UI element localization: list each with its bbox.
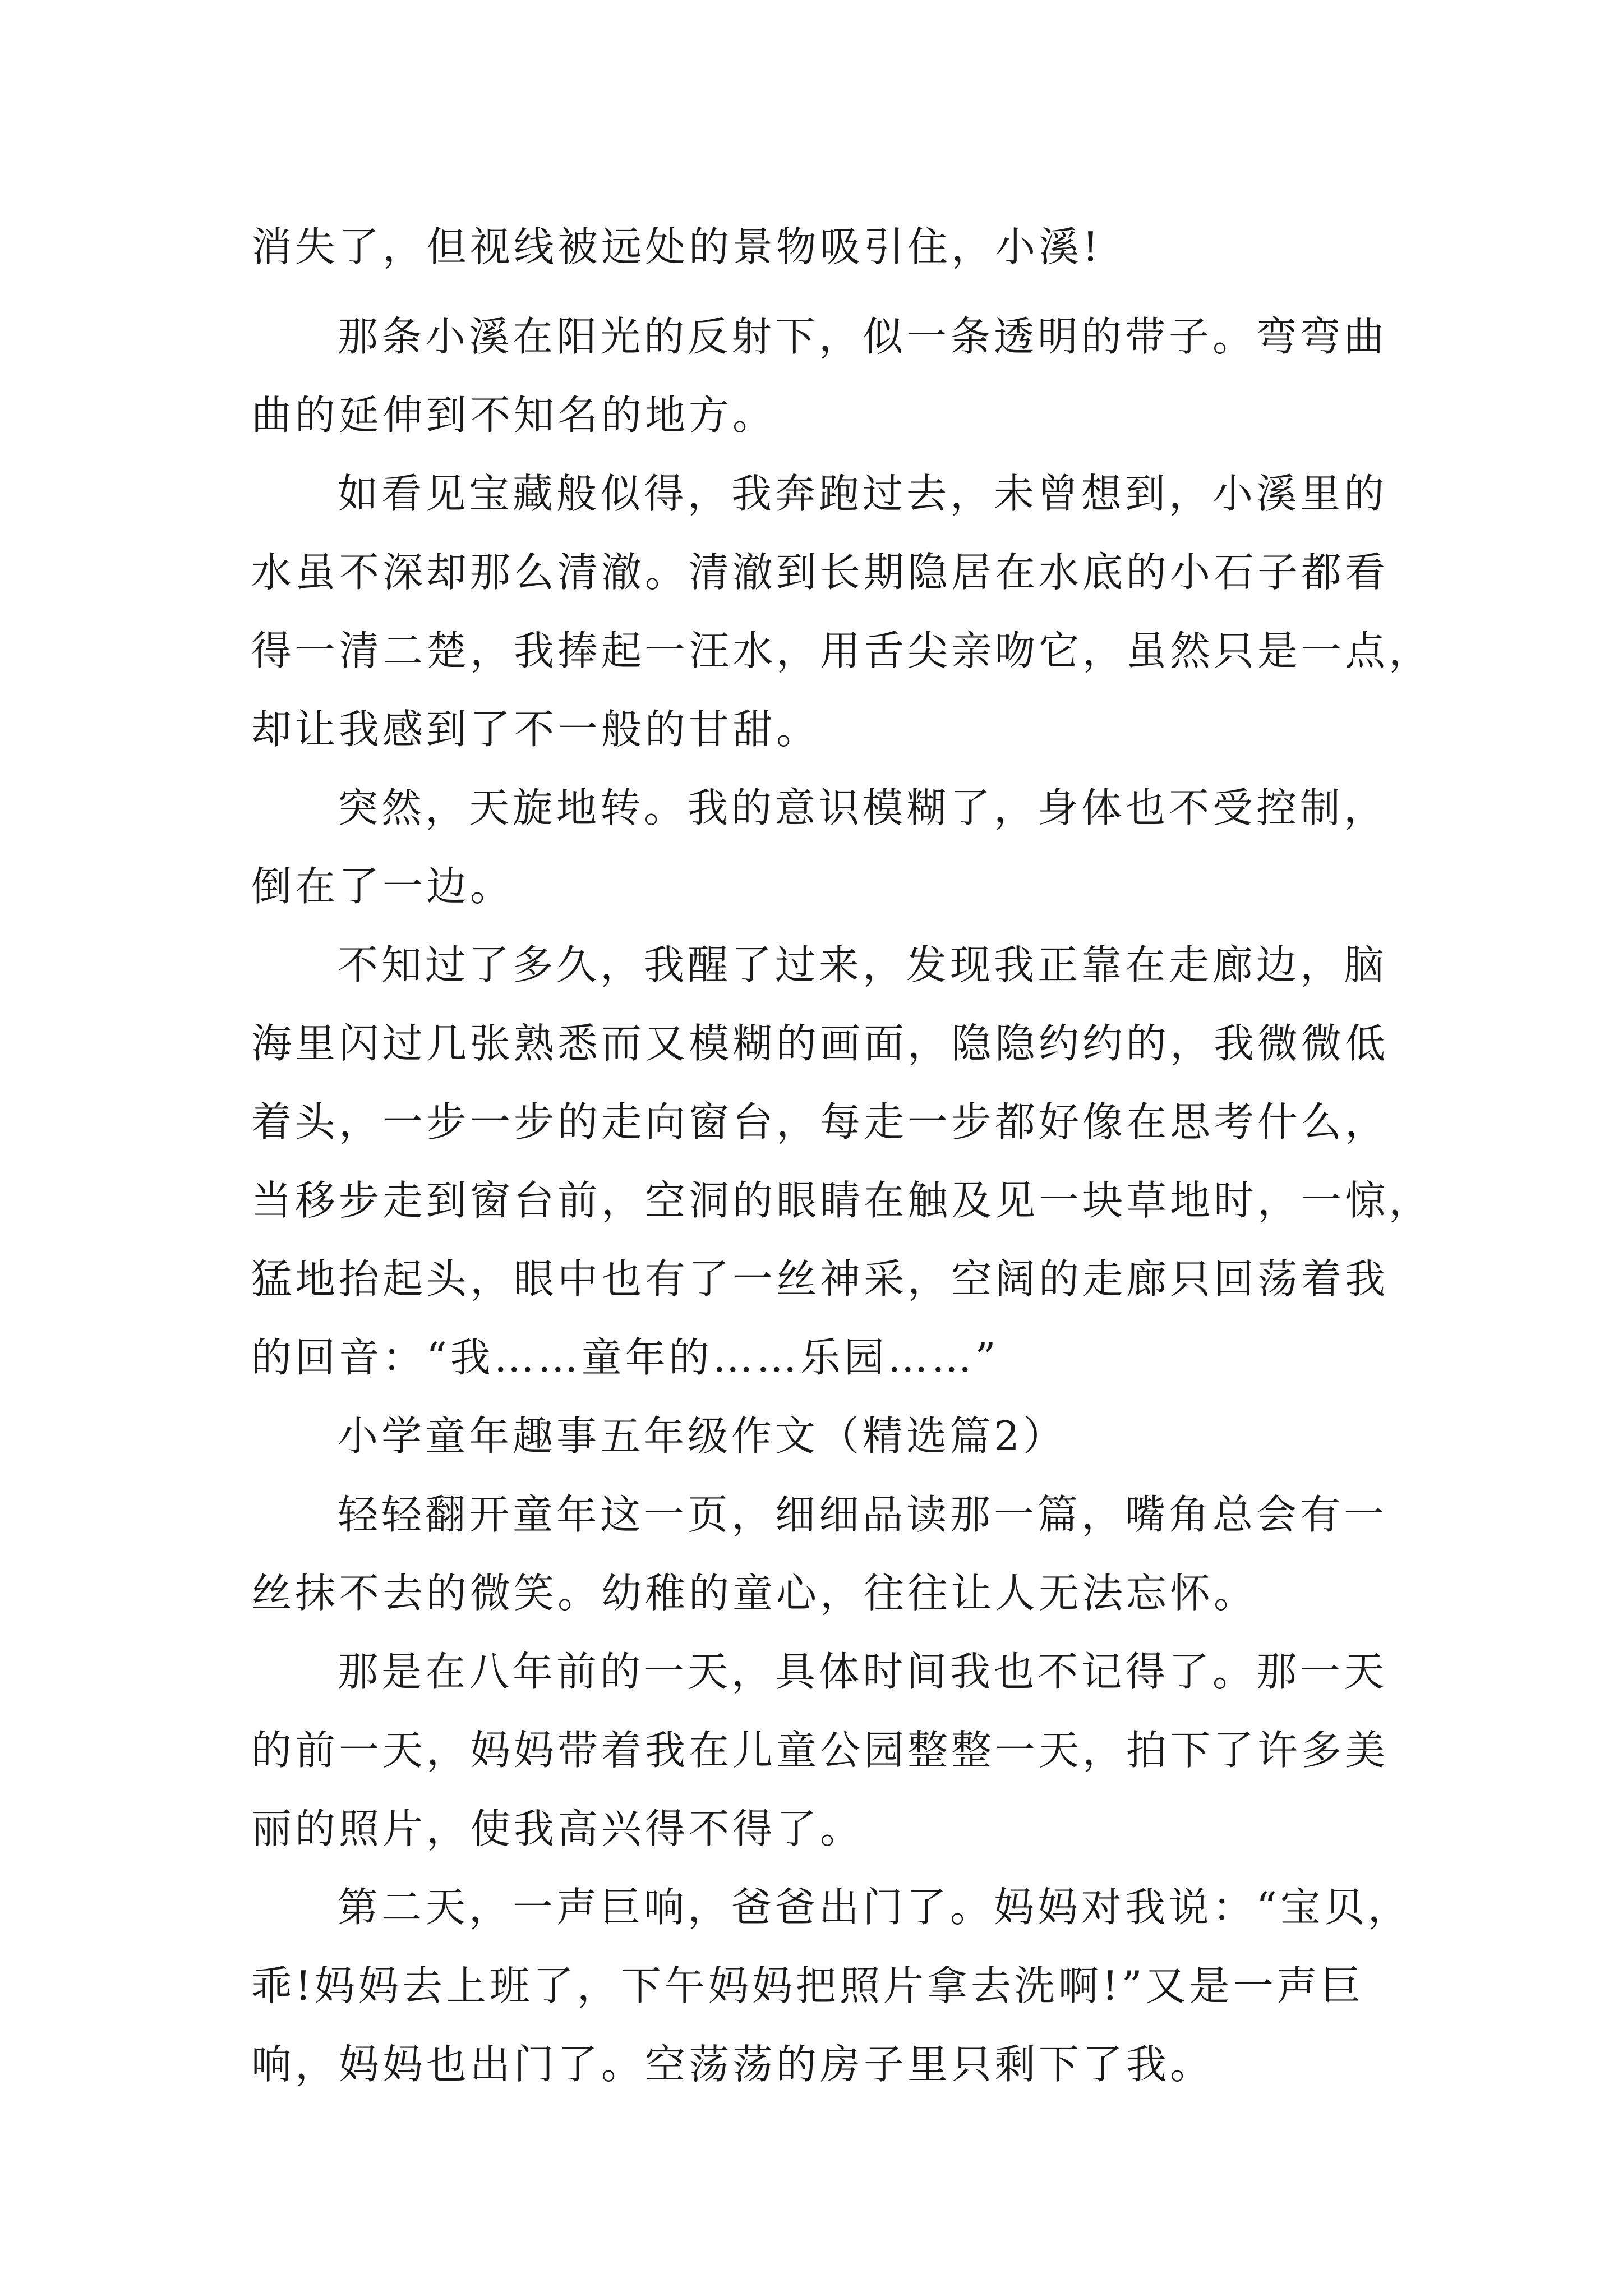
text-line: 的前一天，妈妈带着我在儿童公园整整一天，拍下了许多美 [251,1727,1389,1774]
text-line: 丝抹不去的微笑。幼稚的童心，往往让人无法忘怀。 [251,1570,1258,1617]
text-line: 当移步走到窗台前，空洞的眼睛在触及见一块草地时，一惊， [251,1177,1433,1224]
text-line: 丽的照片，使我高兴得不得了。 [251,1805,864,1852]
text-line: 猛地抬起头，眼中也有了一丝神采，空阔的走廊只回荡着我 [251,1255,1389,1303]
text-line: 乖!妈妈去上班了，下午妈妈把照片拿去洗啊!”又是一声巨 [251,1962,1364,2009]
text-line: 那是在八年前的一天，具体时间我也不记得了。那一天 [338,1648,1388,1695]
text-line: 倒在了一边。 [251,863,514,910]
text-line: 突然，天旋地转。我的意识模糊了，身体也不受控制， [338,784,1388,831]
section-heading: 小学童年趣事五年级作文（精选篇2） [338,1412,1067,1460]
text-line: 第二天，一声巨响，爸爸出门了。妈妈对我说：“宝贝， [338,1884,1412,1931]
text-line: 不知过了多久，我醒了过来，发现我正靠在走廊边，脑 [338,941,1388,988]
text-line: 如看见宝藏般似得，我奔跑过去，未曾想到，小溪里的 [338,470,1388,517]
text-line: 得一清二楚，我捧起一汪水，用舌尖亲吻它，虽然只是一点， [251,627,1433,674]
text-line: 响，妈妈也出门了。空荡荡的房子里只剩下了我。 [251,2041,1214,2088]
text-line: 消失了，但视线被远处的景物吸引住，小溪! [251,223,1102,270]
text-line: 那条小溪在阳光的反射下，似一条透明的带子。弯弯曲 [338,313,1388,360]
text-line: 海里闪过几张熟悉而又模糊的画面，隐隐约约的，我微微低 [251,1020,1389,1067]
text-line: 的回音：“我……童年的……乐园……” [251,1334,999,1381]
text-line: 曲的延伸到不知名的地方。 [251,392,777,439]
text-line: 着头，一步一步的走向窗台，每走一步都好像在思考什么， [251,1098,1389,1145]
text-line: 轻轻翻开童年这一页，细细品读那一篇，嘴角总会有一 [338,1491,1388,1538]
text-line: 水虽不深却那么清澈。清澈到长期隐居在水底的小石子都看 [251,549,1389,596]
text-line: 却让我感到了不一般的甘甜。 [251,706,820,753]
